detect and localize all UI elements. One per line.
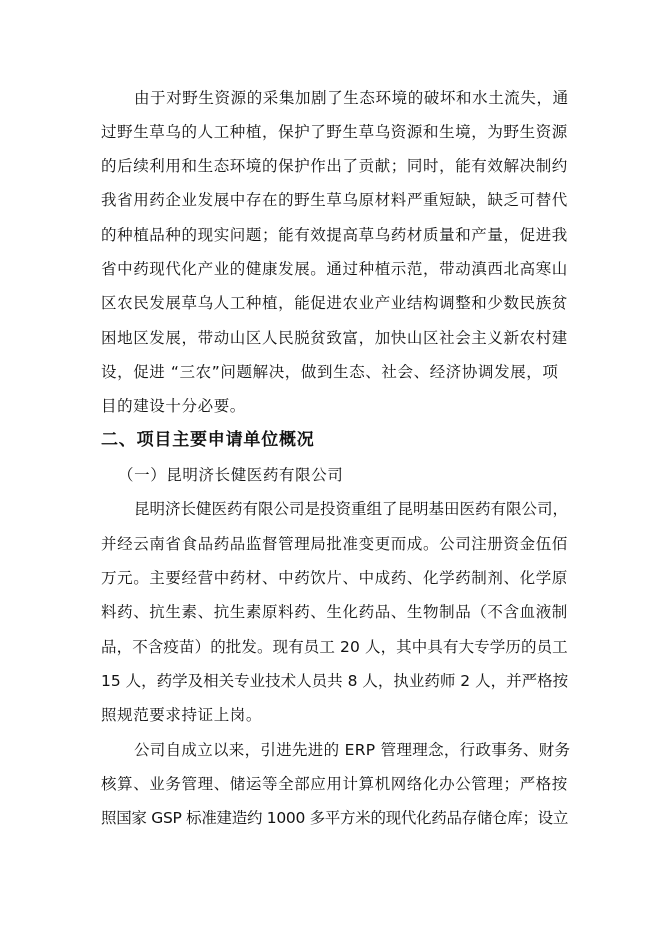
paragraph-1-line: 过野生草乌的人工种植，保护了野生草乌资源和生境，为野生资源: [101, 123, 568, 141]
paragraph-1-line: 省中药现代化产业的健康发展。通过种植示范，带动滇西北高寒山: [101, 260, 568, 278]
paragraph-3-line: 公司自成立以来，引进先进的 ERP 管理理念，行政事务、财务: [134, 741, 571, 759]
paragraph-1-line: 困地区发展，带动山区人民脱贫致富，加快山区社会主义新农村建: [101, 329, 568, 347]
paragraph-1-line: 设，促进 “三农”问题解决，做到生态、社会、经济协调发展，项: [101, 363, 559, 381]
paragraph-2-line: 料药、抗生素、抗生素原料药、生化药品、生物制品（不含血液制: [101, 603, 568, 621]
paragraph-1-line: 区农民发展草乌人工种植，能促进农业产业结构调整和少数民族贫: [101, 294, 568, 312]
paragraph-2-line: 照规范要求持证上岗。: [101, 706, 263, 724]
paragraph-2-line: 15 人，药学及相关专业技术人员共 8 人，执业药师 2 人，并严格按: [101, 672, 569, 690]
subsection-heading: （一）昆明济长健医药有限公司: [118, 466, 344, 484]
paragraph-1-line: 我省用药企业发展中存在的野生草乌原材料严重短缺，缺乏可替代: [101, 191, 568, 209]
paragraph-2-line: 品，不含疫苗）的批发。现有员工 20 人，其中具有大专学历的员工: [101, 638, 568, 656]
section-heading: 二、项目主要申请单位概况: [101, 430, 315, 450]
paragraph-2-line: 并经云南省食品药品监督管理局批准变更而成。公司注册资金伍佰: [101, 535, 568, 553]
paragraph-3-line: 照国家 GSP 标准建造约 1000 多平方米的现代化药品存储仓库；设立: [101, 809, 569, 827]
paragraph-1-line: 的种植品种的现实问题；能有效提高草乌药材质量和产量，促进我: [101, 226, 568, 244]
paragraph-1-line: 的后续利用和生态环境的保护作出了贡献；同时，能有效解决制约: [101, 157, 568, 175]
paragraph-3-line: 核算、业务管理、储运等全部应用计算机网络化办公管理；严格按: [101, 775, 568, 793]
paragraph-2-line: 万元。主要经营中药材、中药饮片、中成药、化学药制剂、化学原: [101, 569, 568, 587]
paragraph-1-line: 由于对野生资源的采集加剧了生态环境的破坏和水土流失，通: [134, 89, 569, 107]
paragraph-2-line: 昆明济长健医药有限公司是投资重组了昆明基田医药有限公司，: [134, 500, 569, 518]
paragraph-1-line: 目的建设十分必要。: [101, 397, 246, 415]
